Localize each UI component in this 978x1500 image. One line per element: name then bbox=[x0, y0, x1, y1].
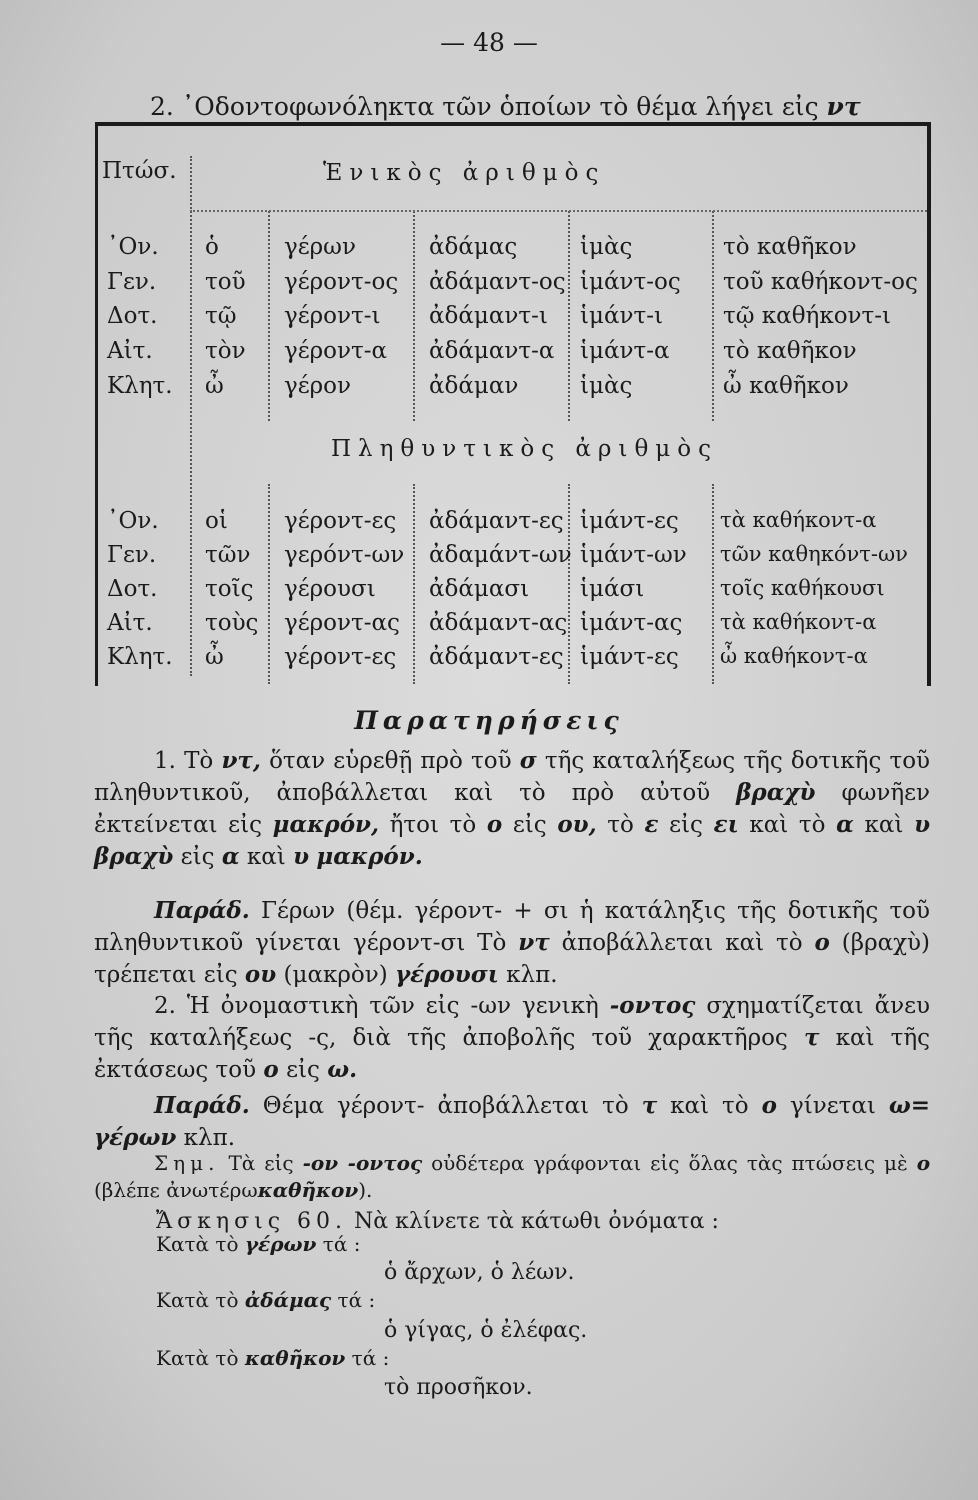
noun-form: ἱμάντ-ας bbox=[580, 610, 683, 636]
case-label: Δοτ. bbox=[107, 576, 158, 602]
article: τὸν bbox=[205, 338, 246, 364]
text: υ bbox=[914, 811, 931, 838]
article: ὦ bbox=[205, 644, 224, 670]
case-label: Δοτ. bbox=[107, 303, 158, 329]
noun-form: ἀδάμαντ-ας bbox=[429, 610, 568, 636]
divider bbox=[268, 484, 270, 684]
noun-form: ἀδαμάντ-ων bbox=[429, 542, 572, 568]
text: ο bbox=[486, 811, 503, 838]
noun-form: τοῦ καθήκοντ-ος bbox=[723, 269, 918, 295]
noun-form: ἱμάντ-ες bbox=[580, 644, 679, 670]
text: ε bbox=[644, 811, 659, 838]
noun-form: ἱμὰς bbox=[580, 234, 633, 260]
case-label: Αἰτ. bbox=[107, 610, 153, 636]
noun-form: γέροντ-ες bbox=[284, 644, 397, 670]
divider bbox=[190, 210, 927, 212]
example-1 bbox=[94, 895, 930, 991]
noun-form: τοῖς καθήκουσι bbox=[720, 576, 885, 600]
observation-1 bbox=[94, 745, 930, 873]
text: Κατὰ τὸ bbox=[156, 1288, 239, 1312]
case-label: Γεν. bbox=[107, 542, 157, 568]
noun-form: γερόντ-ων bbox=[284, 542, 405, 568]
noun-form: τὰ καθήκοντ-α bbox=[720, 508, 877, 532]
example-label: Παράδ. bbox=[154, 1092, 250, 1119]
divider bbox=[413, 484, 415, 684]
exercise-heading bbox=[156, 1208, 719, 1235]
noun-form: ἀδάμαντ-ες bbox=[429, 644, 564, 670]
case-label: Κλητ. bbox=[107, 373, 173, 399]
exercise-row-2 bbox=[156, 1288, 375, 1312]
noun-form: ἀδάμαντ-ος bbox=[429, 269, 566, 295]
noun-form: τὰ καθήκοντ-α bbox=[720, 610, 877, 634]
text: τῆς καταλήξεως τῆς δοτικῆς τοῦ πληθυντικοῦ, ἀποβάλλεται καὶ τὸ πρὸ αὐτοῦ bbox=[94, 748, 931, 806]
divider bbox=[568, 484, 570, 684]
text: ντ bbox=[518, 929, 550, 956]
note bbox=[94, 1150, 930, 1204]
exercise-words-1: ὁ ἄρχων, ὁ λέων. bbox=[384, 1260, 575, 1285]
text: ου bbox=[244, 961, 277, 988]
text: εἰς bbox=[286, 1057, 320, 1083]
text: (μακρὸν) bbox=[283, 962, 388, 988]
text: ὅταν εὑρεθῇ πρὸ τοῦ bbox=[269, 748, 512, 774]
noun-form: ἀδάμαντ-α bbox=[429, 338, 555, 364]
text: ἀδάμας bbox=[244, 1288, 332, 1312]
text: τά : bbox=[322, 1232, 361, 1256]
case-label: ᾿Ον. bbox=[107, 508, 159, 534]
exercise-instruction: Νὰ κλίνετε τὰ κάτωθι ὀνόματα : bbox=[354, 1209, 719, 1234]
text: κλπ. bbox=[183, 1125, 236, 1151]
exercise-words-2: ὁ γίγας, ὁ ἐλέφας. bbox=[384, 1318, 588, 1343]
text: οὐδέτερα γράφονται εἰς ὅλας τὰς πτώσεις μὲ bbox=[431, 1151, 908, 1175]
section-caption bbox=[150, 92, 861, 121]
table-right-rule bbox=[927, 126, 931, 686]
observation-2 bbox=[94, 990, 930, 1086]
text: ). bbox=[358, 1178, 373, 1202]
text: (βραχὺ) τρέπεται εἰς bbox=[94, 930, 931, 988]
text: υ bbox=[293, 843, 310, 870]
noun-form: ὦ καθῆκον bbox=[723, 373, 849, 399]
noun-form: γέροντ-α bbox=[284, 338, 388, 364]
text: βραχὺ bbox=[94, 843, 174, 870]
noun-form: ἀδάμαντ-ι bbox=[429, 303, 548, 329]
text: καὶ bbox=[864, 812, 904, 838]
noun-form: ἀδάμαν bbox=[429, 373, 519, 399]
example-2 bbox=[94, 1090, 930, 1154]
text: καθῆκον bbox=[257, 1178, 359, 1202]
article: τοῦ bbox=[205, 269, 246, 295]
noun-form: ἱμάντ-ων bbox=[580, 542, 687, 568]
text: ο bbox=[916, 1151, 931, 1175]
article: τοὺς bbox=[205, 610, 259, 636]
article: οἱ bbox=[205, 508, 228, 534]
exercise-words-3: τὸ προσῆκον. bbox=[384, 1375, 533, 1400]
text: α bbox=[221, 843, 240, 870]
divider bbox=[413, 211, 415, 421]
caption-text: 2. ᾿Οδοντοφωνόληκτα τῶν ὁποίων τὸ θέμα λήγει εἰς bbox=[150, 92, 819, 121]
noun-form: ἀδάμας bbox=[429, 234, 518, 260]
text: γέρουσι bbox=[395, 961, 499, 988]
noun-form: ἱμὰς bbox=[580, 373, 633, 399]
text: καὶ bbox=[246, 844, 286, 870]
text: ω= bbox=[888, 1092, 931, 1119]
noun-form: τὸ καθῆκον bbox=[723, 338, 857, 364]
case-label: Γεν. bbox=[107, 269, 157, 295]
text: σχηματίζεται ἄνευ τῆς καταλήξεως -ς, διὰ τῆς ἀποβολῆς τοῦ χαρακτῆρος bbox=[94, 993, 931, 1051]
text: ἤτοι τὸ bbox=[389, 812, 477, 838]
plural-title: Πληθυντικὸς ἀριθμὸς bbox=[331, 436, 718, 462]
article: ὦ bbox=[205, 373, 224, 399]
case-header: Πτώσ. bbox=[102, 158, 177, 184]
article: τῶν bbox=[205, 542, 251, 568]
text: εἰς bbox=[180, 844, 215, 870]
text: βραχὺ bbox=[736, 779, 816, 806]
text: γέρων bbox=[94, 1124, 177, 1151]
text: -οντος bbox=[609, 992, 696, 1019]
noun-form: ἱμάσι bbox=[580, 576, 645, 602]
declension-table bbox=[95, 122, 931, 686]
text: α bbox=[836, 811, 854, 838]
text: εἰς bbox=[512, 812, 547, 838]
example-label: Παράδ. bbox=[154, 897, 250, 924]
case-label: Αἰτ. bbox=[107, 338, 153, 364]
noun-form: γέροντ-ος bbox=[284, 269, 399, 295]
article: τοῖς bbox=[205, 576, 254, 602]
text: ντ, bbox=[221, 747, 261, 774]
text: Γέρων (θέμ. γέροντ- + σι ἡ κατάληξις τῆς δοτικῆς τοῦ πληθυντικοῦ γίνεται γέροντ-σι Τὸ bbox=[94, 898, 931, 956]
text: (βλέπε ἀνωτέρω bbox=[94, 1178, 258, 1202]
noun-form: ἱμάντ-ι bbox=[580, 303, 663, 329]
exercise-label: Ἄσκησις 60. bbox=[156, 1209, 348, 1234]
text: καὶ τὸ bbox=[749, 812, 826, 838]
noun-form: τὸ καθῆκον bbox=[723, 234, 857, 260]
noun-form: ὦ καθήκοντ-α bbox=[720, 644, 868, 668]
text: ο bbox=[263, 1056, 279, 1083]
exercise-row-1 bbox=[156, 1232, 360, 1256]
text: ο bbox=[814, 929, 830, 956]
text: ει bbox=[713, 811, 739, 838]
text: καθῆκον bbox=[244, 1346, 346, 1370]
exercise-row-3 bbox=[156, 1346, 389, 1370]
text: καὶ τῆς ἐκτάσεως τοῦ bbox=[94, 1025, 930, 1083]
text: κλπ. bbox=[506, 962, 558, 988]
text: Κατὰ τὸ bbox=[156, 1232, 239, 1256]
text: ω. bbox=[327, 1056, 358, 1083]
singular-title: Ἑνικὸς ἀριθμὸς bbox=[323, 160, 606, 186]
text: μακρόν, bbox=[272, 811, 380, 838]
text: -ον -οντος bbox=[302, 1151, 423, 1175]
divider bbox=[712, 484, 714, 684]
text: ἀποβάλλεται καὶ τὸ bbox=[561, 930, 803, 956]
text: τά : bbox=[337, 1288, 376, 1312]
divider bbox=[712, 211, 714, 421]
noun-form: ἱμάντ-α bbox=[580, 338, 670, 364]
text: σ bbox=[519, 747, 537, 774]
observations-title: Παρατηρήσεις bbox=[354, 706, 624, 735]
article: τῷ bbox=[205, 303, 237, 329]
divider bbox=[568, 211, 570, 421]
case-label: Κλητ. bbox=[107, 644, 173, 670]
text: 2. Ἡ ὀνομαστικὴ τῶν εἰς -ων γενικὴ bbox=[154, 993, 599, 1019]
text: εἰς bbox=[669, 812, 703, 838]
text: ο bbox=[761, 1092, 777, 1119]
text: μακρόν. bbox=[316, 843, 423, 870]
text: Τὰ εἰς bbox=[228, 1151, 294, 1175]
text: τά : bbox=[351, 1346, 390, 1370]
caption-ending: ντ bbox=[826, 92, 861, 121]
article: ὁ bbox=[205, 234, 219, 260]
divider bbox=[190, 156, 192, 676]
noun-form: τῶν καθηκόντ-ων bbox=[720, 542, 908, 566]
text: γέρων bbox=[244, 1232, 317, 1256]
case-label: ᾿Ον. bbox=[107, 234, 159, 260]
noun-form: τῷ καθήκοντ-ι bbox=[723, 303, 892, 329]
note-label: Σημ. bbox=[154, 1151, 220, 1175]
noun-form: ἀδάμασι bbox=[429, 576, 530, 602]
noun-form: ἱμάντ-ος bbox=[580, 269, 681, 295]
text: τ bbox=[803, 1024, 820, 1051]
noun-form: γέρουσι bbox=[284, 576, 376, 602]
noun-form: γέρον bbox=[284, 373, 352, 399]
table-left-rule bbox=[95, 126, 98, 686]
text: γίνεται bbox=[789, 1093, 876, 1119]
divider bbox=[268, 211, 270, 421]
text: τὸ bbox=[607, 812, 634, 838]
noun-form: γέρων bbox=[284, 234, 356, 260]
noun-form: γέροντ-ι bbox=[284, 303, 381, 329]
noun-form: γέροντ-ες bbox=[284, 508, 397, 534]
text: ου, bbox=[557, 811, 597, 838]
page-number: — 48 — bbox=[440, 28, 538, 57]
text: 1. Τὸ bbox=[154, 748, 214, 774]
text: τ bbox=[641, 1092, 658, 1119]
text: Κατὰ τὸ bbox=[156, 1346, 239, 1370]
text: καὶ τὸ bbox=[670, 1093, 749, 1119]
noun-form: γέροντ-ας bbox=[284, 610, 400, 636]
text: φωνῆεν ἐκτείνεται εἰς bbox=[94, 780, 931, 838]
text: Θέμα γέροντ- ἀποβάλλεται τὸ bbox=[262, 1093, 629, 1119]
noun-form: ἀδάμαντ-ες bbox=[429, 508, 564, 534]
noun-form: ἱμάντ-ες bbox=[580, 508, 679, 534]
